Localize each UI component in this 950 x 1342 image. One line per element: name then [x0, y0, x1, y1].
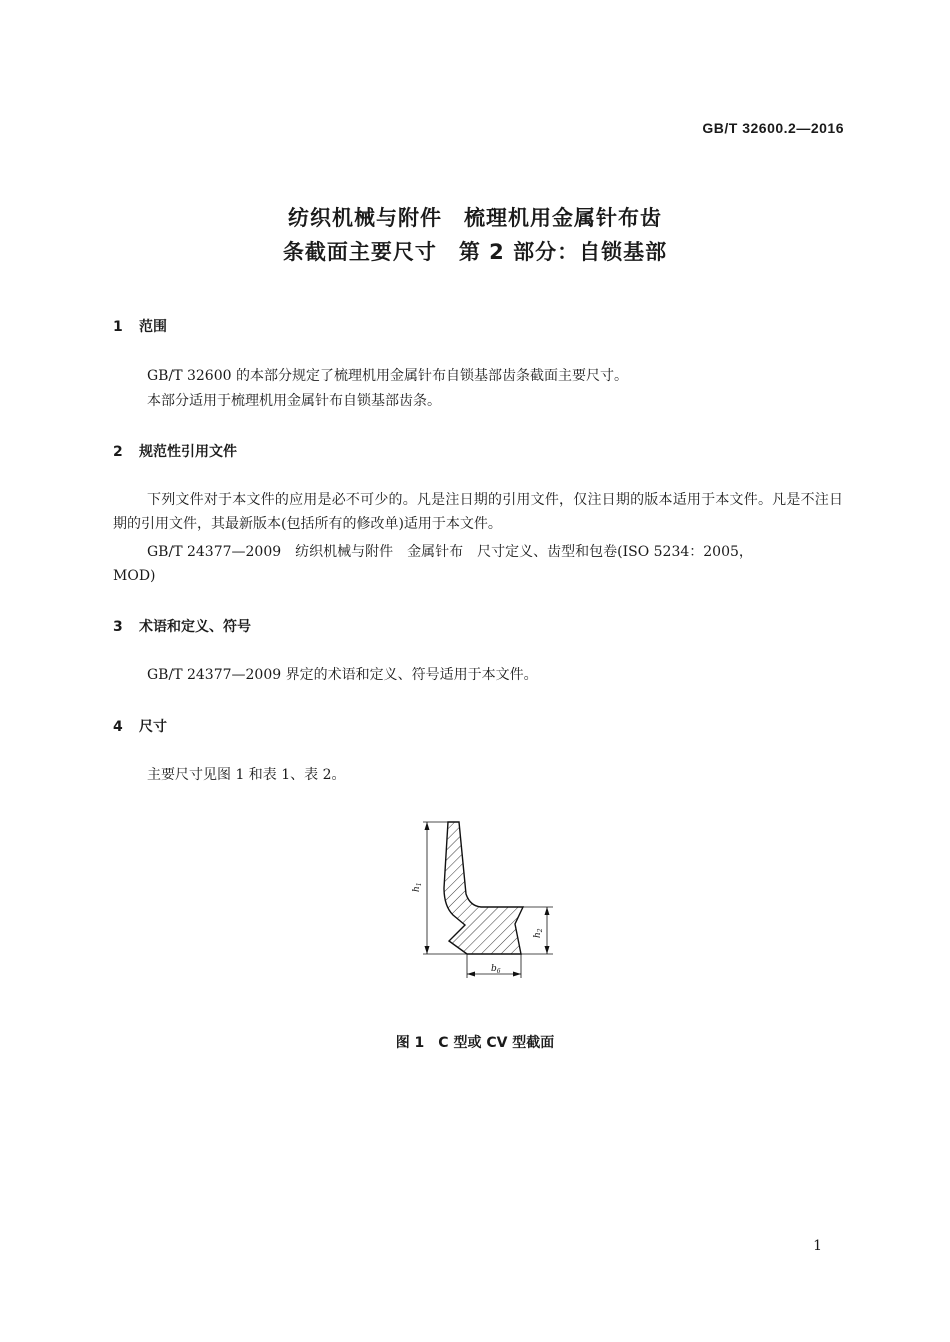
scope-paragraph-1: GB/T 32600 的本部分规定了梳理机用金属针布自锁基部齿条截面主要尺寸。 — [147, 368, 628, 384]
section-title: 术语和定义、符号 — [139, 619, 251, 635]
reference-entry-line-1: GB/T 24377—2009 纺织机械与附件 金属针布 尺寸定义、齿型和包卷(ISO 5234：2005， — [147, 544, 753, 560]
cross-section-figure — [405, 812, 565, 987]
tooth-profile — [435, 812, 535, 962]
section-title: 尺寸 — [139, 719, 167, 735]
section-title: 规范性引用文件 — [139, 444, 237, 460]
terms-paragraph: GB/T 24377—2009 界定的术语和定义、符号适用于本文件。 — [147, 667, 538, 683]
section-heading-scope — [113, 316, 167, 336]
section-number: 4 — [113, 719, 123, 735]
page-number: 1 — [813, 1238, 822, 1254]
document-title-line-2: 条截面主要尺寸 第 2 部分：自锁基部 — [282, 240, 668, 264]
section-number: 1 — [113, 319, 123, 335]
section-heading-dimensions — [113, 716, 167, 736]
reference-entry-line-2: MOD) — [113, 568, 156, 584]
dimensions-paragraph: 主要尺寸见图 1 和表 1、表 2。 — [147, 767, 346, 783]
scope-paragraph-2: 本部分适用于梳理机用金属针布自锁基部齿条。 — [147, 393, 441, 409]
section-heading-normative-references — [113, 441, 237, 461]
label-h2: $h_2$ — [533, 928, 544, 938]
label-b6: $b_6$ — [491, 964, 501, 975]
references-paragraph-1: 下列文件对于本文件的应用是必不可少的。凡是注日期的引用文件，仅注日期的版本适用于本文件。凡是不注日期的引用文件，其最新版本(包括所有的修改单)适用于本文件。 — [113, 492, 843, 532]
section-heading-terms — [113, 616, 251, 636]
section-number: 2 — [113, 444, 123, 460]
standard-number: GB/T 32600.2—2016 — [702, 120, 844, 136]
label-h1: $h_1$ — [412, 882, 423, 892]
section-number: 3 — [113, 619, 123, 635]
figure-caption: 图 1 C 型或 CV 型截面 — [395, 1035, 555, 1051]
document-title-line-1: 纺织机械与附件 梳理机用金属针布齿 — [288, 206, 662, 230]
section-title: 范围 — [139, 319, 167, 335]
